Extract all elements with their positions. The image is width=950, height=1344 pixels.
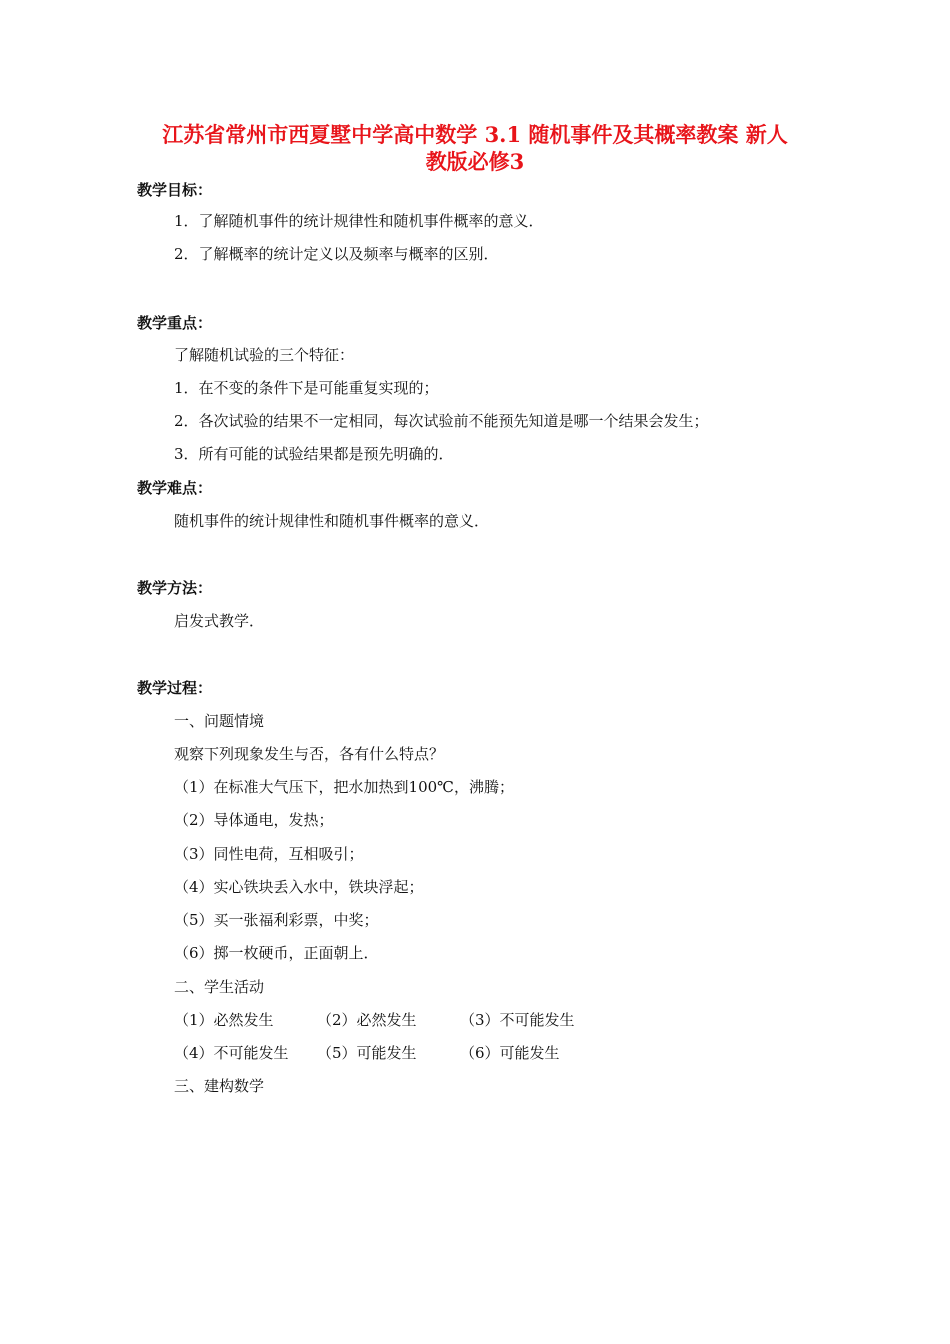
objective-item-2: 2．了解概率的统计定义以及频率与概率的区别． xyxy=(174,245,499,263)
key-point-line-4: 3．所有可能的试验结果都是预先明确的． xyxy=(174,445,454,463)
key-point-line-1: 了解随机试验的三个特征： xyxy=(174,346,355,364)
phenomenon-item-3: （3）同性电荷，互相吸引； xyxy=(174,845,364,863)
phenomenon-item-6: （6）掷一枚硬币，正面朝上． xyxy=(174,944,379,962)
answer-cell-6: （6）可能发生 xyxy=(460,1044,560,1062)
process-heading: 教学过程： xyxy=(137,679,213,697)
document-title-line-1: 江苏省常州市西夏墅中学高中数学 3.1 随机事件及其概率教案 新人 xyxy=(162,122,788,147)
section-1-title: 一、问题情境 xyxy=(174,712,265,730)
section-3-title: 三、建构数学 xyxy=(174,1077,265,1095)
key-point-line-2: 1．在不变的条件下是可能重复实现的； xyxy=(174,379,439,397)
method-line-1: 启发式教学． xyxy=(174,612,265,630)
phenomenon-item-5: （5）买一张福利彩票，中奖； xyxy=(174,911,379,929)
methods-heading: 教学方法： xyxy=(137,579,213,597)
key-points-heading: 教学重点： xyxy=(137,314,213,332)
answer-cell-2: （2）必然发生 xyxy=(317,1011,417,1029)
objective-item-1: 1．了解随机事件的统计规律性和随机事件概率的意义． xyxy=(174,212,544,230)
phenomenon-item-1: （1）在标准大气压下，把水加热到100℃，沸腾； xyxy=(174,778,514,796)
difficulties-heading: 教学难点： xyxy=(137,479,213,497)
answer-cell-1: （1）必然发生 xyxy=(174,1011,274,1029)
section-2-title: 二、学生活动 xyxy=(174,978,265,996)
objectives-heading: 教学目标： xyxy=(137,181,213,199)
answer-cell-5: （5）可能发生 xyxy=(317,1044,417,1062)
section-1-prompt: 观察下列现象发生与否，各有什么特点？ xyxy=(174,745,445,763)
document-title-line-2: 教版必修3 xyxy=(425,149,525,174)
answer-cell-4: （4）不可能发生 xyxy=(174,1044,289,1062)
phenomenon-item-4: （4）实心铁块丢入水中，铁块浮起； xyxy=(174,878,424,896)
key-point-line-3: 2．各次试验的结果不一定相同，每次试验前不能预先知道是哪一个结果会发生； xyxy=(174,412,709,430)
phenomenon-item-2: （2）导体通电，发热； xyxy=(174,811,334,829)
difficulty-line-1: 随机事件的统计规律性和随机事件概率的意义． xyxy=(174,512,490,530)
answer-cell-3: （3）不可能发生 xyxy=(460,1011,575,1029)
